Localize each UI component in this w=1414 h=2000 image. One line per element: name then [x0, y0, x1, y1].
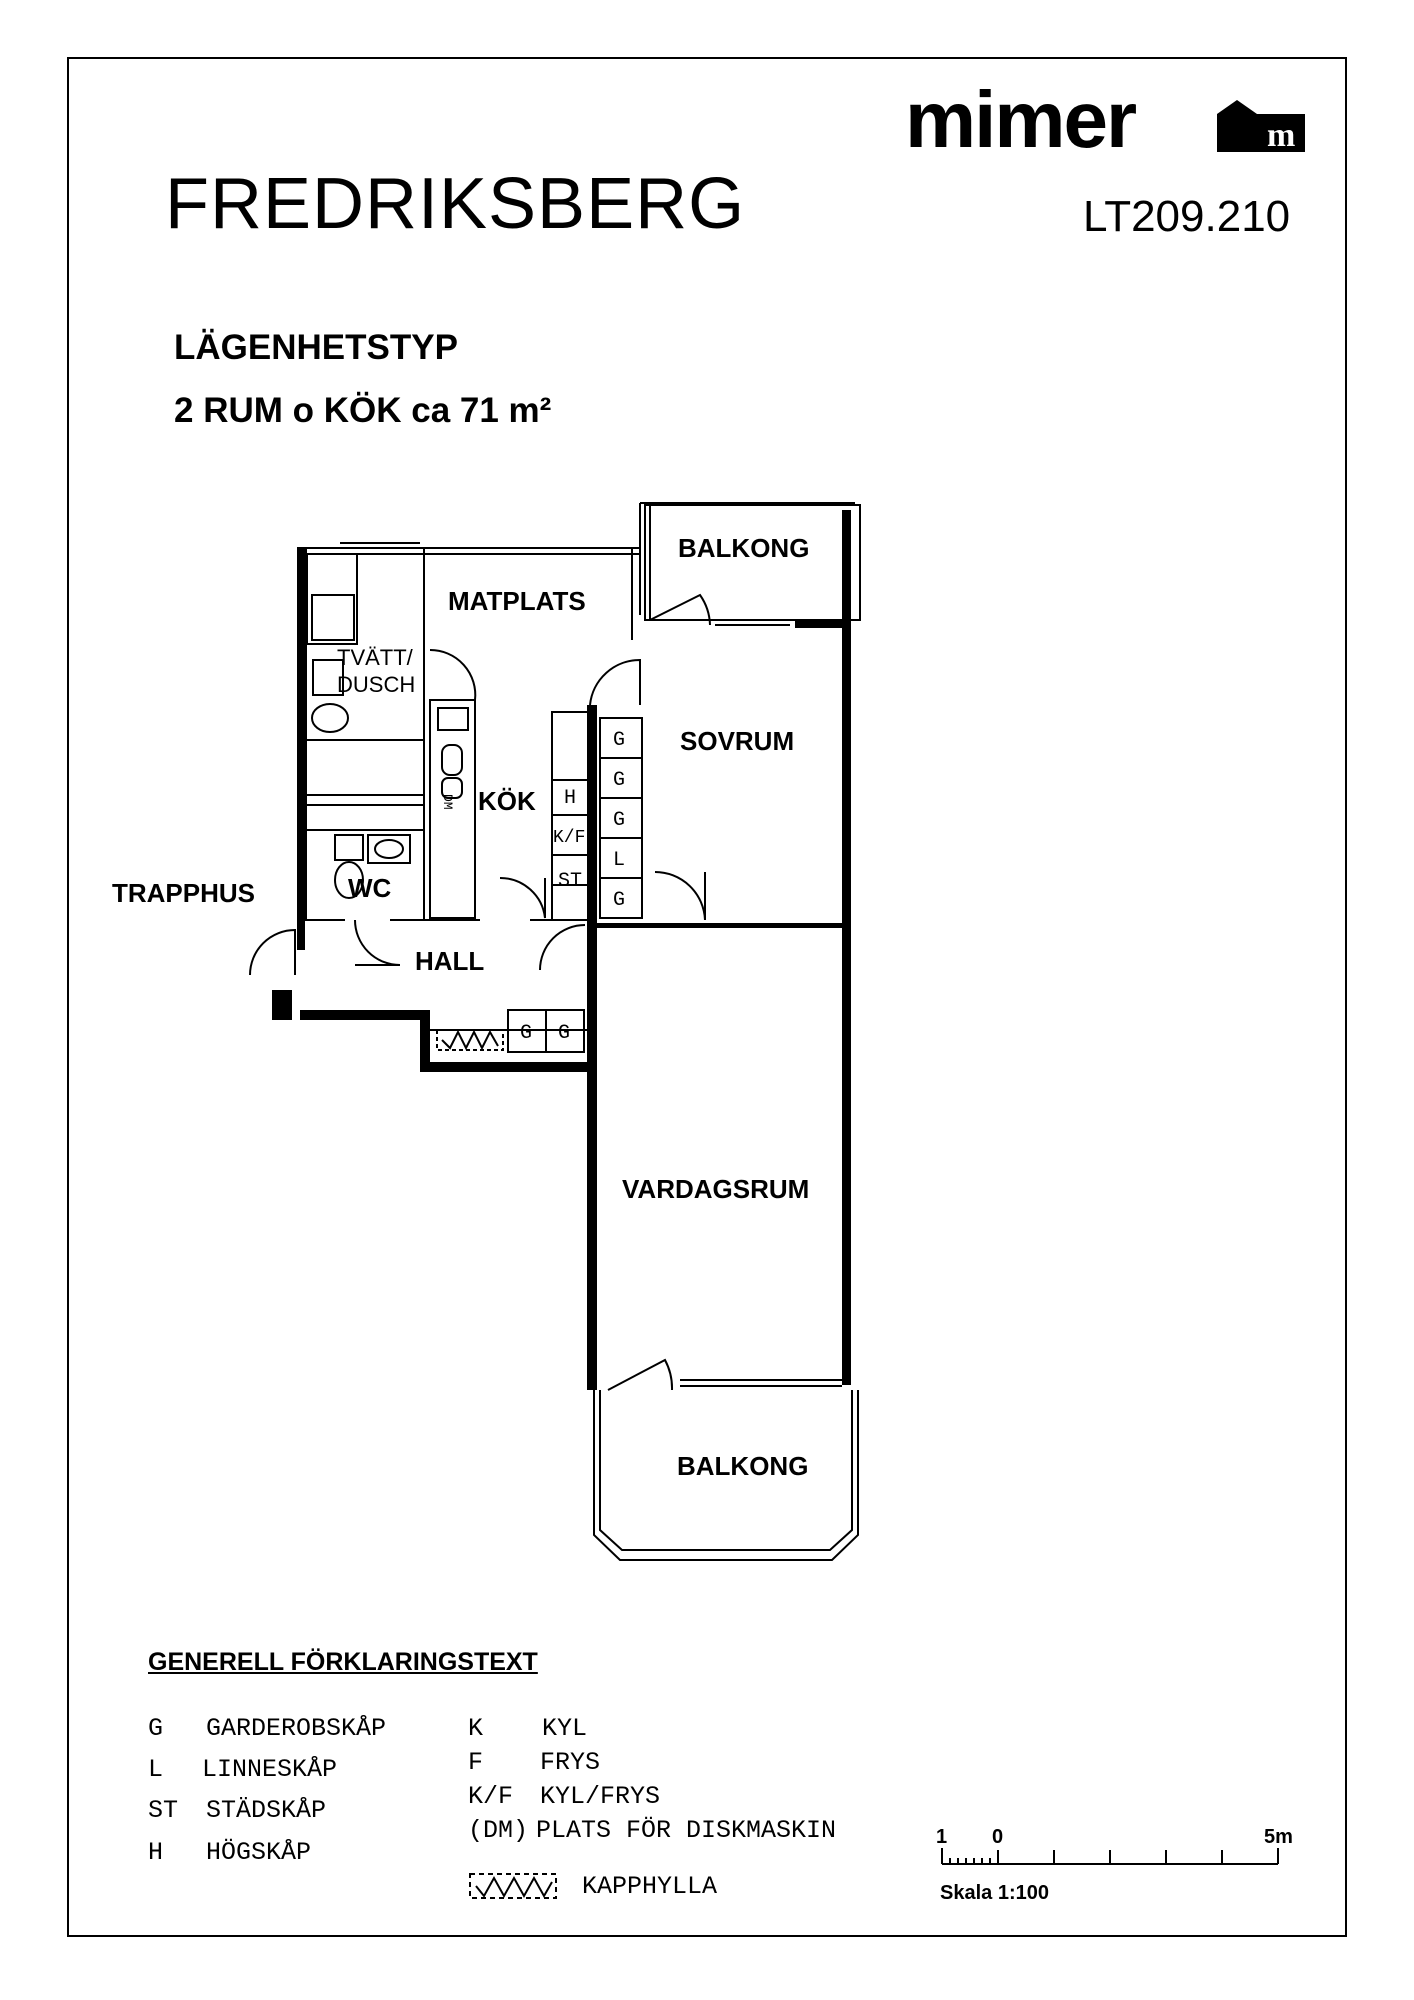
legend-text-f: FRYS — [540, 1748, 601, 1777]
legend-code-dm: (DM) — [468, 1816, 529, 1845]
scale-label-5m: 5m — [1264, 1826, 1293, 1848]
project-title: FREDRIKSBERG — [165, 164, 746, 244]
label-balkong-top: BALKONG — [678, 533, 810, 563]
room-labels — [112, 533, 809, 1481]
cabinet-hall-g-2: G — [558, 1022, 571, 1045]
cabinet-g-2: G — [613, 769, 626, 792]
cabinet-g-3: G — [613, 809, 626, 832]
exterior-walls — [272, 510, 851, 1390]
cabinet-st: ST — [558, 870, 583, 893]
legend-text-kapphylla: KAPPHYLLA — [582, 1872, 718, 1901]
kapphylla-symbol — [470, 1874, 556, 1898]
interior-walls — [297, 503, 850, 1030]
brand-logo-text: mimer — [905, 75, 1136, 164]
dm-marker: DM — [440, 794, 455, 810]
legend-code-l: L — [148, 1755, 164, 1784]
cabinet-g-1: G — [613, 729, 626, 752]
label-sovrum: SOVRUM — [680, 726, 795, 756]
legend-text-st: STÄDSKÅP — [206, 1796, 327, 1825]
label-vardagsrum: VARDAGSRUM — [622, 1174, 810, 1204]
cabinet-l: L — [613, 849, 626, 872]
legend-code-st: ST — [148, 1796, 179, 1825]
legend-text-k: KYL — [542, 1714, 588, 1743]
cabinet-kf: K/F — [553, 828, 586, 848]
cabinet-letters — [440, 729, 625, 1045]
legend-text-dm: PLATS FÖR DISKMASKIN — [536, 1816, 837, 1845]
label-trapphus: TRAPPHUS — [112, 878, 256, 908]
legend-text-h: HÖGSKÅP — [206, 1838, 312, 1867]
legend-text-g: GARDEROBSKÅP — [206, 1714, 387, 1743]
scale-bar — [942, 1848, 1278, 1864]
legend-code-k: K — [468, 1714, 484, 1743]
label-matplats: MATPLATS — [448, 586, 586, 616]
scale-label-0: 0 — [992, 1826, 1004, 1848]
label-tvatt: TVÄTT/ — [337, 645, 413, 670]
legend-title: GENERELL FÖRKLARINGSTEXT — [148, 1648, 538, 1676]
label-wc: WC — [348, 873, 392, 903]
brand-mark-letter: m — [1267, 117, 1296, 152]
legend-text-l: LINNESKÅP — [202, 1755, 338, 1784]
scale-label-1: 1 — [936, 1826, 948, 1848]
apartment-type-label: LÄGENHETSTYP — [174, 328, 458, 367]
legend-text-kf: KYL/FRYS — [540, 1782, 661, 1811]
label-dusch: DUSCH — [337, 672, 416, 697]
legend-code-g: G — [148, 1714, 164, 1743]
label-kok: KÖK — [478, 786, 536, 816]
apartment-type-size: 2 RUM o KÖK ca 71 m² — [174, 391, 552, 430]
project-code: LT209.210 — [1083, 192, 1291, 241]
label-hall: HALL — [415, 946, 485, 976]
cabinet-hall-g-1: G — [520, 1022, 533, 1045]
cabinet-h: H — [564, 787, 577, 810]
label-balkong-bottom: BALKONG — [677, 1451, 809, 1481]
legend-code-f: F — [468, 1748, 484, 1777]
legend-code-kf: K/F — [468, 1782, 514, 1811]
cabinet-g-4: G — [613, 889, 626, 912]
door-swings — [250, 595, 710, 1390]
scale-caption: Skala 1:100 — [940, 1882, 1049, 1904]
legend-code-h: H — [148, 1838, 164, 1867]
